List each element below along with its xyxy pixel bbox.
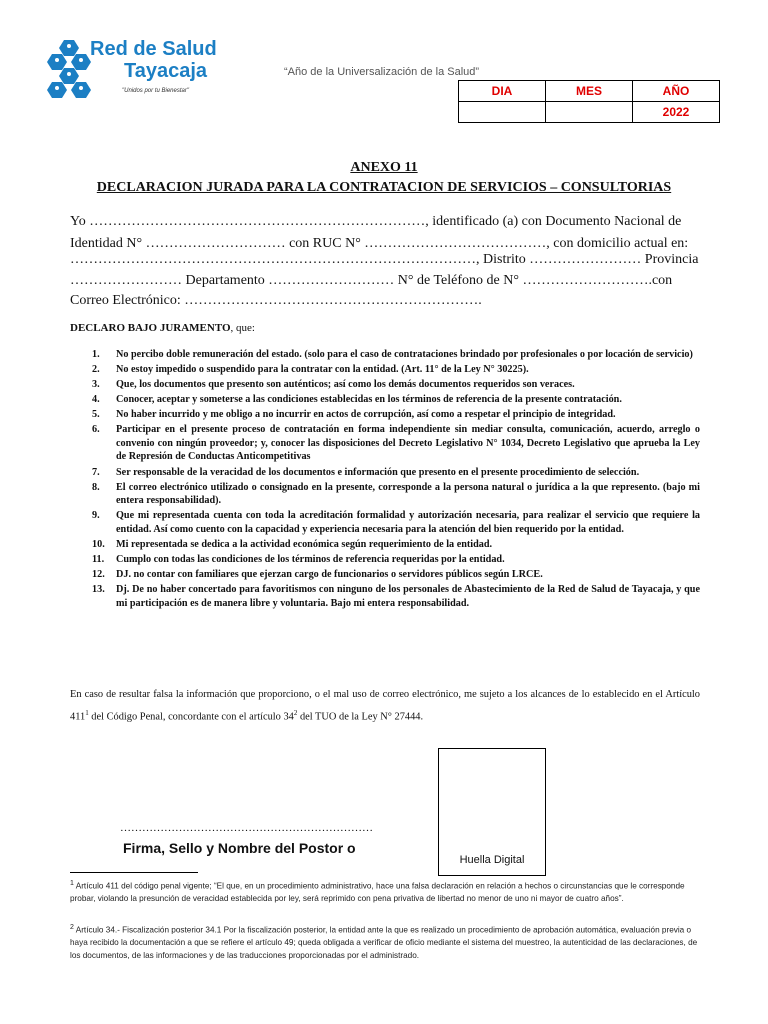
- list-item-text: No percibo doble remuneración del estado. (solo para el caso de contrataciones brindado por profesionales o por locación de servicio): [116, 349, 693, 360]
- list-item-text: Que mi representada cuenta con toda la acreditación formalidad y autorización necesaria, para realizar el servicio que requiere la entidad. Así como cuento con la capacidad y experiencia necesaria para la atención del bien requerido por la entidad.: [116, 510, 700, 535]
- logo-slogan: "Unidos por tu Bienestar": [122, 88, 189, 94]
- declaration-intro-rest: , que:: [230, 322, 255, 334]
- list-item: [70, 393, 700, 407]
- list-item-text: Conocer, aceptar y someterse a las condiciones establecidas en los términos de referencia de la presente contratación.: [116, 394, 622, 406]
- list-item-number: 5.: [92, 409, 100, 421]
- list-item-number: 1.: [92, 349, 100, 360]
- list-item-text: Dj. De no haber concertado para favoritismos con ninguno de los personales de Abastecimiento de la Red de Salud de Tayacaja, y que mi participación es de manera libre y voluntaria. Bajo mi entera responsabilidad.: [116, 584, 700, 609]
- footnote-ref-2: 2: [293, 709, 298, 717]
- form-line-department-phone: …………………… Departamento ……………………… N° de Teléfono de N° ……………………….con: [70, 273, 673, 288]
- list-item: [70, 466, 700, 480]
- footnote-divider: [70, 872, 198, 873]
- footnote-2-text: Artículo 34.- Fiscalización posterior 34.1 Por la fiscalización posterior, la entidad ante la que es realizado un procedimiento de aprobación automática, evaluación previa o haya recibido la documentación a que se refiere el artículo 49; queda obligada a verificar de oficio mediante el sistema del muestreo, la autenticidad de las declaraciones, de los documentos, de las informaciones y de las traducciones proporcionadas por el administrado.: [70, 925, 698, 960]
- list-item: [70, 348, 700, 362]
- closing-statement: [70, 686, 700, 726]
- list-item: [70, 378, 700, 392]
- list-item-number: 11.: [92, 553, 105, 565]
- list-item: [70, 481, 700, 508]
- footnote-1: [70, 878, 700, 906]
- declaration-intro: [70, 322, 255, 334]
- declaration-intro-bold: DECLARO BAJO JURAMENTO: [70, 322, 231, 334]
- list-item-number: 7.: [92, 466, 100, 478]
- logo-title-line1: Red de Salud: [90, 38, 217, 60]
- list-item-number: 13.: [92, 584, 105, 596]
- year-motto: “Año de la Universalización de la Salud”: [284, 66, 480, 78]
- date-value-year[interactable]: 2022: [633, 102, 720, 123]
- signature-line: ……………………………………………………………: [120, 822, 373, 834]
- document-title: DECLARACION JURADA PARA LA CONTRATACION DE SERVICIOS – CONSULTORIAS: [96, 180, 672, 195]
- list-item: [70, 568, 700, 582]
- footnote-ref-1: 1: [85, 709, 89, 717]
- list-item-number: 10.: [92, 538, 105, 550]
- closing-text-3: del TUO de la Ley N° 27444.: [297, 711, 424, 723]
- date-table: [458, 80, 720, 123]
- list-item-number: 8.: [92, 481, 100, 493]
- closing-text-2: del Código Penal, concordante con el artículo 34: [88, 711, 294, 723]
- list-item-text: Mi representada se dedica a la actividad económica según requerimiento de la entidad.: [116, 538, 493, 550]
- list-item-text: El correo electrónico utilizado o consignado en la presente, corresponde a la persona natural o jurídica a la que represento. (bajo mi entera responsabilidad).: [116, 481, 700, 507]
- date-label-month: MES: [546, 81, 633, 102]
- list-item-text: Cumplo con todas las condiciones de los términos de referencia requeridas por la entidad.: [116, 553, 505, 565]
- logo-title-line2: Tayacaja: [124, 60, 208, 82]
- list-item-number: 3.: [92, 379, 100, 391]
- footnote-1-marker: 1: [70, 880, 74, 887]
- date-label-day: DIA: [459, 81, 546, 102]
- signature-label: Firma, Sello y Nombre del Postor o: [123, 840, 356, 856]
- list-item-number: 12.: [92, 569, 105, 581]
- form-line-dni-ruc: Identidad N° ………………………… con RUC N° …………………………………, con domicilio actual en:: [70, 236, 689, 251]
- date-value-month[interactable]: [546, 102, 633, 123]
- list-item-text: No haber incurrido y me obligo a no incurrir en actos de corrupción, así como a respetar el principio de integridad.: [116, 409, 616, 421]
- list-item: [70, 509, 700, 536]
- list-item: [70, 363, 700, 377]
- list-item: [70, 423, 700, 464]
- fingerprint-label: Huella Digital: [459, 854, 525, 866]
- declaration-list: [70, 348, 700, 612]
- footnote-1-text: Artículo 411 del código penal vigente; “El que, en un procedimiento administrativo, hace una falsa declaración en relación a hechos o circunstancias que le corresponde probar, violando la presunción de veracidad establecida por ley, será reprimido con pena privativa de libertad no menor de uno ni mayor de cuatro años”.: [70, 881, 685, 904]
- list-item: [70, 408, 700, 422]
- form-line-address: ……………………………………………………………………………, Distrito …………………… Provincia: [70, 252, 699, 267]
- list-item-text: Que, los documentos que presento son auténticos; así como los demás documentos requeridos son veraces.: [116, 379, 575, 391]
- list-item: [70, 553, 700, 567]
- list-item-number: 6.: [92, 424, 100, 436]
- list-item-number: 9.: [92, 510, 100, 522]
- closing-text-1: En caso de resultar falsa la información que proporciono, o el mal uso de correo electrónico, me sujeto a los alcances de lo establecido en el Artículo 411: [70, 689, 700, 723]
- date-label-year: AÑO: [633, 81, 720, 102]
- form-line-name: Yo ………………………………………………………………, identificado (a) con Documento Nacional de: [70, 214, 682, 229]
- list-item-text: Participar en el presente proceso de contratación en forma independiente sin mediar consulta, comunicación, acuerdo, arreglo o convenio con ningún proveedor; y, conocer las disposiciones del Decreto Legislativo N° 1034, Decreto Legislativo que aprueba la Ley de Represión de Conductas Anticompetitivas: [116, 424, 700, 463]
- annex-number: ANEXO 11: [350, 160, 418, 175]
- form-line-email: Correo Electrónico: ……………………………………………………….: [70, 293, 482, 308]
- list-item-text: DJ. no contar con familiares que ejerzan cargo de funcionarios o servidores públicos según LRCE.: [116, 569, 543, 581]
- list-item: [70, 583, 700, 610]
- date-value-day[interactable]: [459, 102, 546, 123]
- list-item: [70, 538, 700, 552]
- footnote-2: [70, 922, 700, 962]
- list-item-text: Ser responsable de la veracidad de los documentos e información que presento en el presente procedimiento de selección.: [116, 466, 640, 478]
- list-item-number: 2.: [92, 364, 100, 376]
- list-item-number: 4.: [92, 394, 100, 406]
- footnote-2-marker: 2: [70, 924, 74, 931]
- list-item-text: No estoy impedido o suspendido para la contratar con la entidad. (Art. 11° de la Ley N° 30225).: [116, 364, 529, 376]
